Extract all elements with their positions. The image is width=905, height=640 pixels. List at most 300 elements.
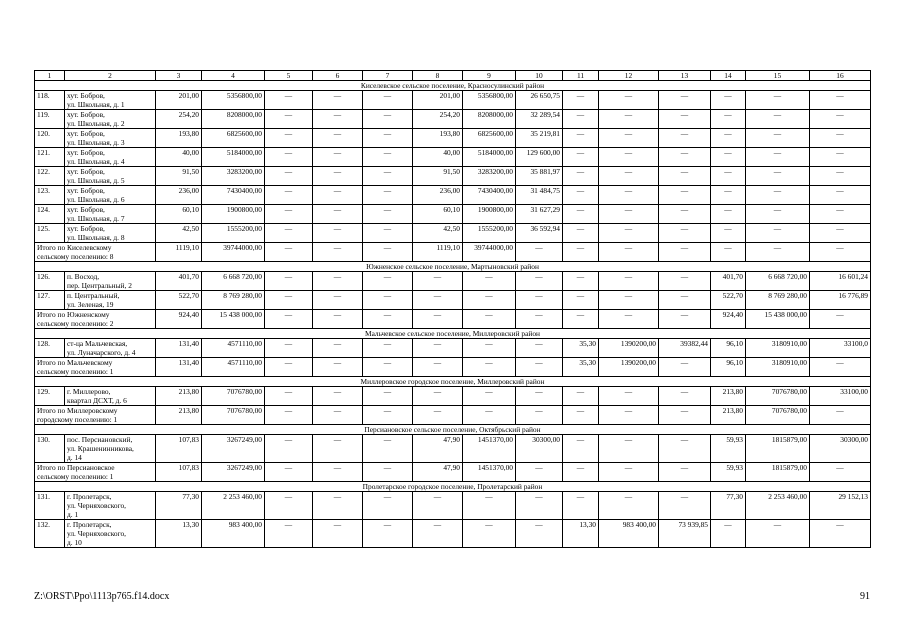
table-cell: — xyxy=(659,406,711,425)
table-cell: — xyxy=(516,291,563,310)
table-cell: — xyxy=(265,435,313,463)
table-cell: — xyxy=(563,91,599,110)
table-cell: — xyxy=(563,167,599,186)
table-cell: 7076780,00 xyxy=(202,387,265,406)
table-cell: — xyxy=(659,91,711,110)
table-cell: — xyxy=(265,167,313,186)
table-cell: — xyxy=(810,186,871,205)
table-cell: — xyxy=(810,224,871,243)
table-cell: 1900800,00 xyxy=(202,205,265,224)
table-cell: — xyxy=(413,310,463,329)
table-cell: — xyxy=(599,291,659,310)
table-cell: 96,10 xyxy=(711,358,746,377)
total-row xyxy=(35,243,871,262)
table-cell: — xyxy=(659,463,711,482)
total-label: Итого по Миллеровскому городскому поселению: 1 xyxy=(35,406,156,425)
section-heading: Пролетарское городское поселение, Пролетарский район xyxy=(35,482,871,492)
table-cell: — xyxy=(313,167,363,186)
table-cell: — xyxy=(746,110,810,129)
table-cell: 5356800,00 xyxy=(463,91,516,110)
table-row xyxy=(35,224,871,243)
footer-file-path: Z:\ORST\Ppo\1113p765.f14.docx xyxy=(34,591,170,602)
table-cell: 1390200,00 xyxy=(599,358,659,377)
table-cell: 73 939,85 xyxy=(659,520,711,548)
table-cell: — xyxy=(265,339,313,358)
row-number: 121. xyxy=(35,148,65,167)
table-cell: — xyxy=(659,243,711,262)
table-cell: — xyxy=(810,520,871,548)
table-cell: — xyxy=(413,520,463,548)
table-cell: — xyxy=(363,91,413,110)
table-cell: 3267249,00 xyxy=(202,435,265,463)
table-cell: — xyxy=(313,406,363,425)
table-cell: — xyxy=(810,205,871,224)
column-number: 6 xyxy=(313,71,363,81)
table-cell: — xyxy=(810,91,871,110)
table-cell: — xyxy=(659,435,711,463)
table-cell: 30300,00 xyxy=(516,435,563,463)
total-label: Итого по Персиановское сельскому поселению: 1 xyxy=(35,463,156,482)
table-cell: — xyxy=(746,91,810,110)
table-cell: 4571110,00 xyxy=(202,339,265,358)
table-cell: 3180910,00 xyxy=(746,339,810,358)
column-number: 14 xyxy=(711,71,746,81)
table-cell: — xyxy=(413,492,463,520)
table-cell: — xyxy=(810,243,871,262)
table-cell: 29 152,13 xyxy=(810,492,871,520)
table-cell: — xyxy=(363,358,413,377)
table-cell: 32 289,54 xyxy=(516,110,563,129)
table-cell: 77,30 xyxy=(711,492,746,520)
row-number: 119. xyxy=(35,110,65,129)
column-number: 12 xyxy=(599,71,659,81)
section-heading-row xyxy=(35,262,871,272)
table-cell: — xyxy=(516,272,563,291)
table-cell: 40,00 xyxy=(156,148,202,167)
column-number: 2 xyxy=(65,71,156,81)
table-cell: — xyxy=(659,148,711,167)
table-cell: — xyxy=(313,110,363,129)
table-cell: — xyxy=(363,272,413,291)
table-cell: 1119,10 xyxy=(156,243,202,262)
row-number: 123. xyxy=(35,186,65,205)
table-cell: 40,00 xyxy=(413,148,463,167)
table-cell: 4571110,00 xyxy=(202,358,265,377)
table-cell: 33100,0 xyxy=(810,339,871,358)
table-cell: — xyxy=(810,406,871,425)
table-cell: — xyxy=(265,148,313,167)
table-cell: 59,93 xyxy=(711,463,746,482)
table-cell: 401,70 xyxy=(711,272,746,291)
table-cell: — xyxy=(659,310,711,329)
table-cell: — xyxy=(711,520,746,548)
table-cell: — xyxy=(363,167,413,186)
table-cell: 35,30 xyxy=(563,358,599,377)
table-row xyxy=(35,291,871,310)
table-cell: — xyxy=(516,339,563,358)
table-cell: 924,40 xyxy=(711,310,746,329)
table-cell: — xyxy=(265,129,313,148)
table-cell: — xyxy=(363,110,413,129)
table-cell: — xyxy=(463,492,516,520)
table-body xyxy=(35,71,871,548)
table-cell: — xyxy=(563,463,599,482)
table-cell: 91,50 xyxy=(156,167,202,186)
address-cell: г. Пролетарск, ул. Черняховского, д. 10 xyxy=(65,520,156,548)
address-cell: п. Центральный, ул. Зеленая, 19 xyxy=(65,291,156,310)
table-cell: 47,90 xyxy=(413,435,463,463)
table-cell: — xyxy=(711,205,746,224)
table-cell: — xyxy=(413,358,463,377)
table-cell: 35,30 xyxy=(563,339,599,358)
table-cell: — xyxy=(563,435,599,463)
table-cell: — xyxy=(313,339,363,358)
table-cell: 1119,10 xyxy=(413,243,463,262)
table-cell: — xyxy=(313,463,363,482)
table-cell: — xyxy=(313,291,363,310)
table-cell: — xyxy=(313,129,363,148)
table-cell: 31 484,75 xyxy=(516,186,563,205)
table-cell: — xyxy=(746,243,810,262)
table-cell: — xyxy=(563,387,599,406)
total-row xyxy=(35,310,871,329)
row-number: 124. xyxy=(35,205,65,224)
table-cell: — xyxy=(363,435,413,463)
address-cell: хут. Бобров, ул. Школьная, д. 5 xyxy=(65,167,156,186)
table-cell: — xyxy=(563,129,599,148)
table-cell: — xyxy=(711,148,746,167)
table-cell: — xyxy=(711,243,746,262)
table-cell: — xyxy=(711,91,746,110)
table-row xyxy=(35,148,871,167)
table-cell: — xyxy=(659,205,711,224)
table-cell: — xyxy=(516,520,563,548)
table-cell: — xyxy=(659,186,711,205)
address-cell: хут. Бобров, ул. Школьная, д. 2 xyxy=(65,110,156,129)
table-cell: — xyxy=(599,205,659,224)
table-cell: 236,00 xyxy=(156,186,202,205)
table-cell: 16 601,24 xyxy=(810,272,871,291)
table-cell: — xyxy=(599,435,659,463)
table-cell: — xyxy=(413,339,463,358)
table-cell: — xyxy=(516,387,563,406)
table-cell: 107,83 xyxy=(156,463,202,482)
table-cell: — xyxy=(810,148,871,167)
table-cell: — xyxy=(599,110,659,129)
total-label: Итого по Южненскому сельскому поселению: 2 xyxy=(35,310,156,329)
section-heading-row xyxy=(35,425,871,435)
table-cell: — xyxy=(363,243,413,262)
table-cell: — xyxy=(463,520,516,548)
section-heading: Южненское сельское поселение, Мартыновский район xyxy=(35,262,871,272)
table-row xyxy=(35,492,871,520)
section-heading-row xyxy=(35,377,871,387)
column-number: 7 xyxy=(363,71,413,81)
table-cell: 6 668 720,00 xyxy=(746,272,810,291)
table-cell: — xyxy=(810,110,871,129)
table-cell: — xyxy=(363,129,413,148)
table-cell: — xyxy=(265,186,313,205)
table-cell: 213,80 xyxy=(156,387,202,406)
total-row xyxy=(35,358,871,377)
table-cell: — xyxy=(463,358,516,377)
table-cell: 924,40 xyxy=(156,310,202,329)
table-cell: — xyxy=(563,224,599,243)
table-cell: 983 400,00 xyxy=(202,520,265,548)
table-cell: — xyxy=(265,91,313,110)
table-cell: 59,93 xyxy=(711,435,746,463)
table-cell: — xyxy=(599,310,659,329)
table-row xyxy=(35,339,871,358)
table-cell: 39744000,00 xyxy=(202,243,265,262)
table-cell: 35 219,81 xyxy=(516,129,563,148)
table-cell: 213,80 xyxy=(711,387,746,406)
section-heading-row xyxy=(35,482,871,492)
table-cell: 3180910,00 xyxy=(746,358,810,377)
table-cell: 8 769 280,00 xyxy=(202,291,265,310)
address-cell: хут. Бобров, ул. Школьная, д. 6 xyxy=(65,186,156,205)
row-number: 126. xyxy=(35,272,65,291)
table-cell: — xyxy=(463,272,516,291)
table-cell: 30300,00 xyxy=(810,435,871,463)
column-number: 13 xyxy=(659,71,711,81)
table-cell: 33100,00 xyxy=(810,387,871,406)
table-cell: 1815879,00 xyxy=(746,435,810,463)
table-cell: — xyxy=(563,186,599,205)
table-cell: 3267249,00 xyxy=(202,463,265,482)
footer-page-number: 91 xyxy=(860,591,870,602)
table-cell: — xyxy=(659,272,711,291)
table-cell: 983 400,00 xyxy=(599,520,659,548)
table-cell: — xyxy=(711,186,746,205)
table-row xyxy=(35,387,871,406)
table-cell: — xyxy=(599,167,659,186)
table-cell: 193,80 xyxy=(156,129,202,148)
table-cell: — xyxy=(363,339,413,358)
table-cell: 1555200,00 xyxy=(463,224,516,243)
table-cell: 7430400,00 xyxy=(202,186,265,205)
table-row xyxy=(35,91,871,110)
table-cell: 201,00 xyxy=(156,91,202,110)
table-cell: — xyxy=(659,291,711,310)
table-row xyxy=(35,110,871,129)
table-cell: — xyxy=(363,310,413,329)
table-cell: — xyxy=(746,520,810,548)
row-number: 128. xyxy=(35,339,65,358)
table-cell: — xyxy=(313,520,363,548)
table-cell: — xyxy=(516,243,563,262)
table-cell: — xyxy=(599,224,659,243)
column-number: 11 xyxy=(563,71,599,81)
table-cell: — xyxy=(363,463,413,482)
table-cell: — xyxy=(599,186,659,205)
column-number: 3 xyxy=(156,71,202,81)
table-cell: — xyxy=(599,129,659,148)
column-number: 5 xyxy=(265,71,313,81)
address-cell: г. Пролетарск, ул. Черняховского, д. 1 xyxy=(65,492,156,520)
table-cell: — xyxy=(599,492,659,520)
section-heading: Киселевское сельское поселение, Красносулинский район xyxy=(35,81,871,91)
table-cell: 107,83 xyxy=(156,435,202,463)
row-number: 130. xyxy=(35,435,65,463)
table-cell: 35 881,97 xyxy=(516,167,563,186)
table-row xyxy=(35,435,871,463)
table-cell: — xyxy=(563,406,599,425)
table-cell: — xyxy=(563,243,599,262)
table-cell: — xyxy=(265,463,313,482)
address-cell: хут. Бобров, ул. Школьная, д. 3 xyxy=(65,129,156,148)
table-cell: — xyxy=(313,272,363,291)
table-cell: — xyxy=(363,224,413,243)
table-cell: — xyxy=(516,310,563,329)
table-cell: — xyxy=(563,272,599,291)
table-cell: — xyxy=(746,148,810,167)
address-cell: п. Восход, пер. Центральный, 2 xyxy=(65,272,156,291)
row-number: 129. xyxy=(35,387,65,406)
table-cell: — xyxy=(363,291,413,310)
table-cell: 254,20 xyxy=(156,110,202,129)
address-cell: пос. Персиановский, ул. Крашенинникова, д. 14 xyxy=(65,435,156,463)
table-cell: 129 600,00 xyxy=(516,148,563,167)
table-cell: — xyxy=(363,492,413,520)
table-cell: — xyxy=(563,291,599,310)
table-cell: — xyxy=(659,110,711,129)
table-cell: 60,10 xyxy=(156,205,202,224)
table-cell: 13,30 xyxy=(156,520,202,548)
table-cell: 131,40 xyxy=(156,339,202,358)
table-cell: — xyxy=(313,243,363,262)
table-row xyxy=(35,167,871,186)
table-cell: — xyxy=(563,148,599,167)
table-cell: — xyxy=(659,387,711,406)
table-cell: 42,50 xyxy=(413,224,463,243)
table-cell: — xyxy=(363,205,413,224)
section-heading: Персиановское сельское поселение, Октябрьский район xyxy=(35,425,871,435)
table-cell: 6825600,00 xyxy=(463,129,516,148)
table-cell: 5356800,00 xyxy=(202,91,265,110)
table-cell: 39382,44 xyxy=(659,339,711,358)
table-row xyxy=(35,272,871,291)
column-number: 10 xyxy=(516,71,563,81)
table-cell: 6 668 720,00 xyxy=(202,272,265,291)
table-cell: — xyxy=(599,463,659,482)
table-cell: 47,90 xyxy=(413,463,463,482)
table-cell: — xyxy=(599,272,659,291)
table-cell: — xyxy=(313,224,363,243)
table-cell: — xyxy=(265,406,313,425)
column-number: 15 xyxy=(746,71,810,81)
table-cell: — xyxy=(711,110,746,129)
column-number: 9 xyxy=(463,71,516,81)
table-row xyxy=(35,520,871,548)
table-cell: — xyxy=(313,358,363,377)
table-cell: — xyxy=(659,167,711,186)
table-cell: 1451370,00 xyxy=(463,463,516,482)
table-cell: — xyxy=(363,406,413,425)
table-cell: — xyxy=(711,224,746,243)
row-number: 120. xyxy=(35,129,65,148)
table-cell: — xyxy=(265,291,313,310)
table-cell: — xyxy=(563,492,599,520)
table-cell: 7076780,00 xyxy=(746,406,810,425)
table-cell: — xyxy=(413,291,463,310)
table-cell: — xyxy=(265,310,313,329)
column-number-row xyxy=(35,71,871,81)
table-cell: 6825600,00 xyxy=(202,129,265,148)
row-number: 125. xyxy=(35,224,65,243)
table-cell: 213,80 xyxy=(711,406,746,425)
table-cell: — xyxy=(413,387,463,406)
column-number: 16 xyxy=(810,71,871,81)
table-cell: 36 592,94 xyxy=(516,224,563,243)
address-cell: хут. Бобров, ул. Школьная, д. 1 xyxy=(65,91,156,110)
table-cell: — xyxy=(313,186,363,205)
table-cell: — xyxy=(599,148,659,167)
table-cell: 131,40 xyxy=(156,358,202,377)
total-label: Итого по Киселевскому сельскому поселению: 8 xyxy=(35,243,156,262)
table-cell: 213,80 xyxy=(156,406,202,425)
table-cell: 39744000,00 xyxy=(463,243,516,262)
table-cell: 193,80 xyxy=(413,129,463,148)
table-cell: — xyxy=(313,435,363,463)
column-number: 1 xyxy=(35,71,65,81)
table-cell: 26 650,75 xyxy=(516,91,563,110)
table-cell: 3283200,00 xyxy=(202,167,265,186)
address-cell: хут. Бобров, ул. Школьная, д. 4 xyxy=(65,148,156,167)
table-cell: 1555200,00 xyxy=(202,224,265,243)
row-number: 132. xyxy=(35,520,65,548)
table-cell: 60,10 xyxy=(413,205,463,224)
table-cell: — xyxy=(463,406,516,425)
table-cell: 5184000,00 xyxy=(202,148,265,167)
table-row xyxy=(35,205,871,224)
table-cell: — xyxy=(363,186,413,205)
address-cell: ст-ца Мальчевская, ул. Луначарского, д. 4 xyxy=(65,339,156,358)
table-cell: 96,10 xyxy=(711,339,746,358)
row-number: 122. xyxy=(35,167,65,186)
table-cell: — xyxy=(313,492,363,520)
table-cell: 2 253 460,00 xyxy=(746,492,810,520)
table-cell: — xyxy=(265,243,313,262)
table-cell: — xyxy=(463,291,516,310)
table-cell: — xyxy=(659,224,711,243)
total-row xyxy=(35,463,871,482)
table-cell: 5184000,00 xyxy=(463,148,516,167)
table-cell: 2 253 460,00 xyxy=(202,492,265,520)
column-number: 4 xyxy=(202,71,265,81)
table-cell: — xyxy=(599,91,659,110)
table-cell: — xyxy=(516,358,563,377)
table-cell: — xyxy=(413,406,463,425)
table-cell: — xyxy=(265,272,313,291)
section-heading-row xyxy=(35,329,871,339)
table-cell: — xyxy=(711,167,746,186)
table-cell: 1900800,00 xyxy=(463,205,516,224)
table-cell: — xyxy=(599,387,659,406)
register-table xyxy=(34,70,871,548)
table-cell: 1451370,00 xyxy=(463,435,516,463)
table-cell: 401,70 xyxy=(156,272,202,291)
table-cell: — xyxy=(746,129,810,148)
section-heading-row xyxy=(35,81,871,91)
table-cell: — xyxy=(463,339,516,358)
table-cell: — xyxy=(265,358,313,377)
table-cell: — xyxy=(563,310,599,329)
total-label: Итого по Мальчевскому сельскому поселению: 1 xyxy=(35,358,156,377)
section-heading: Мальчевское сельское поселение, Миллеровский район xyxy=(35,329,871,339)
table-cell: — xyxy=(413,272,463,291)
table-cell: — xyxy=(563,110,599,129)
